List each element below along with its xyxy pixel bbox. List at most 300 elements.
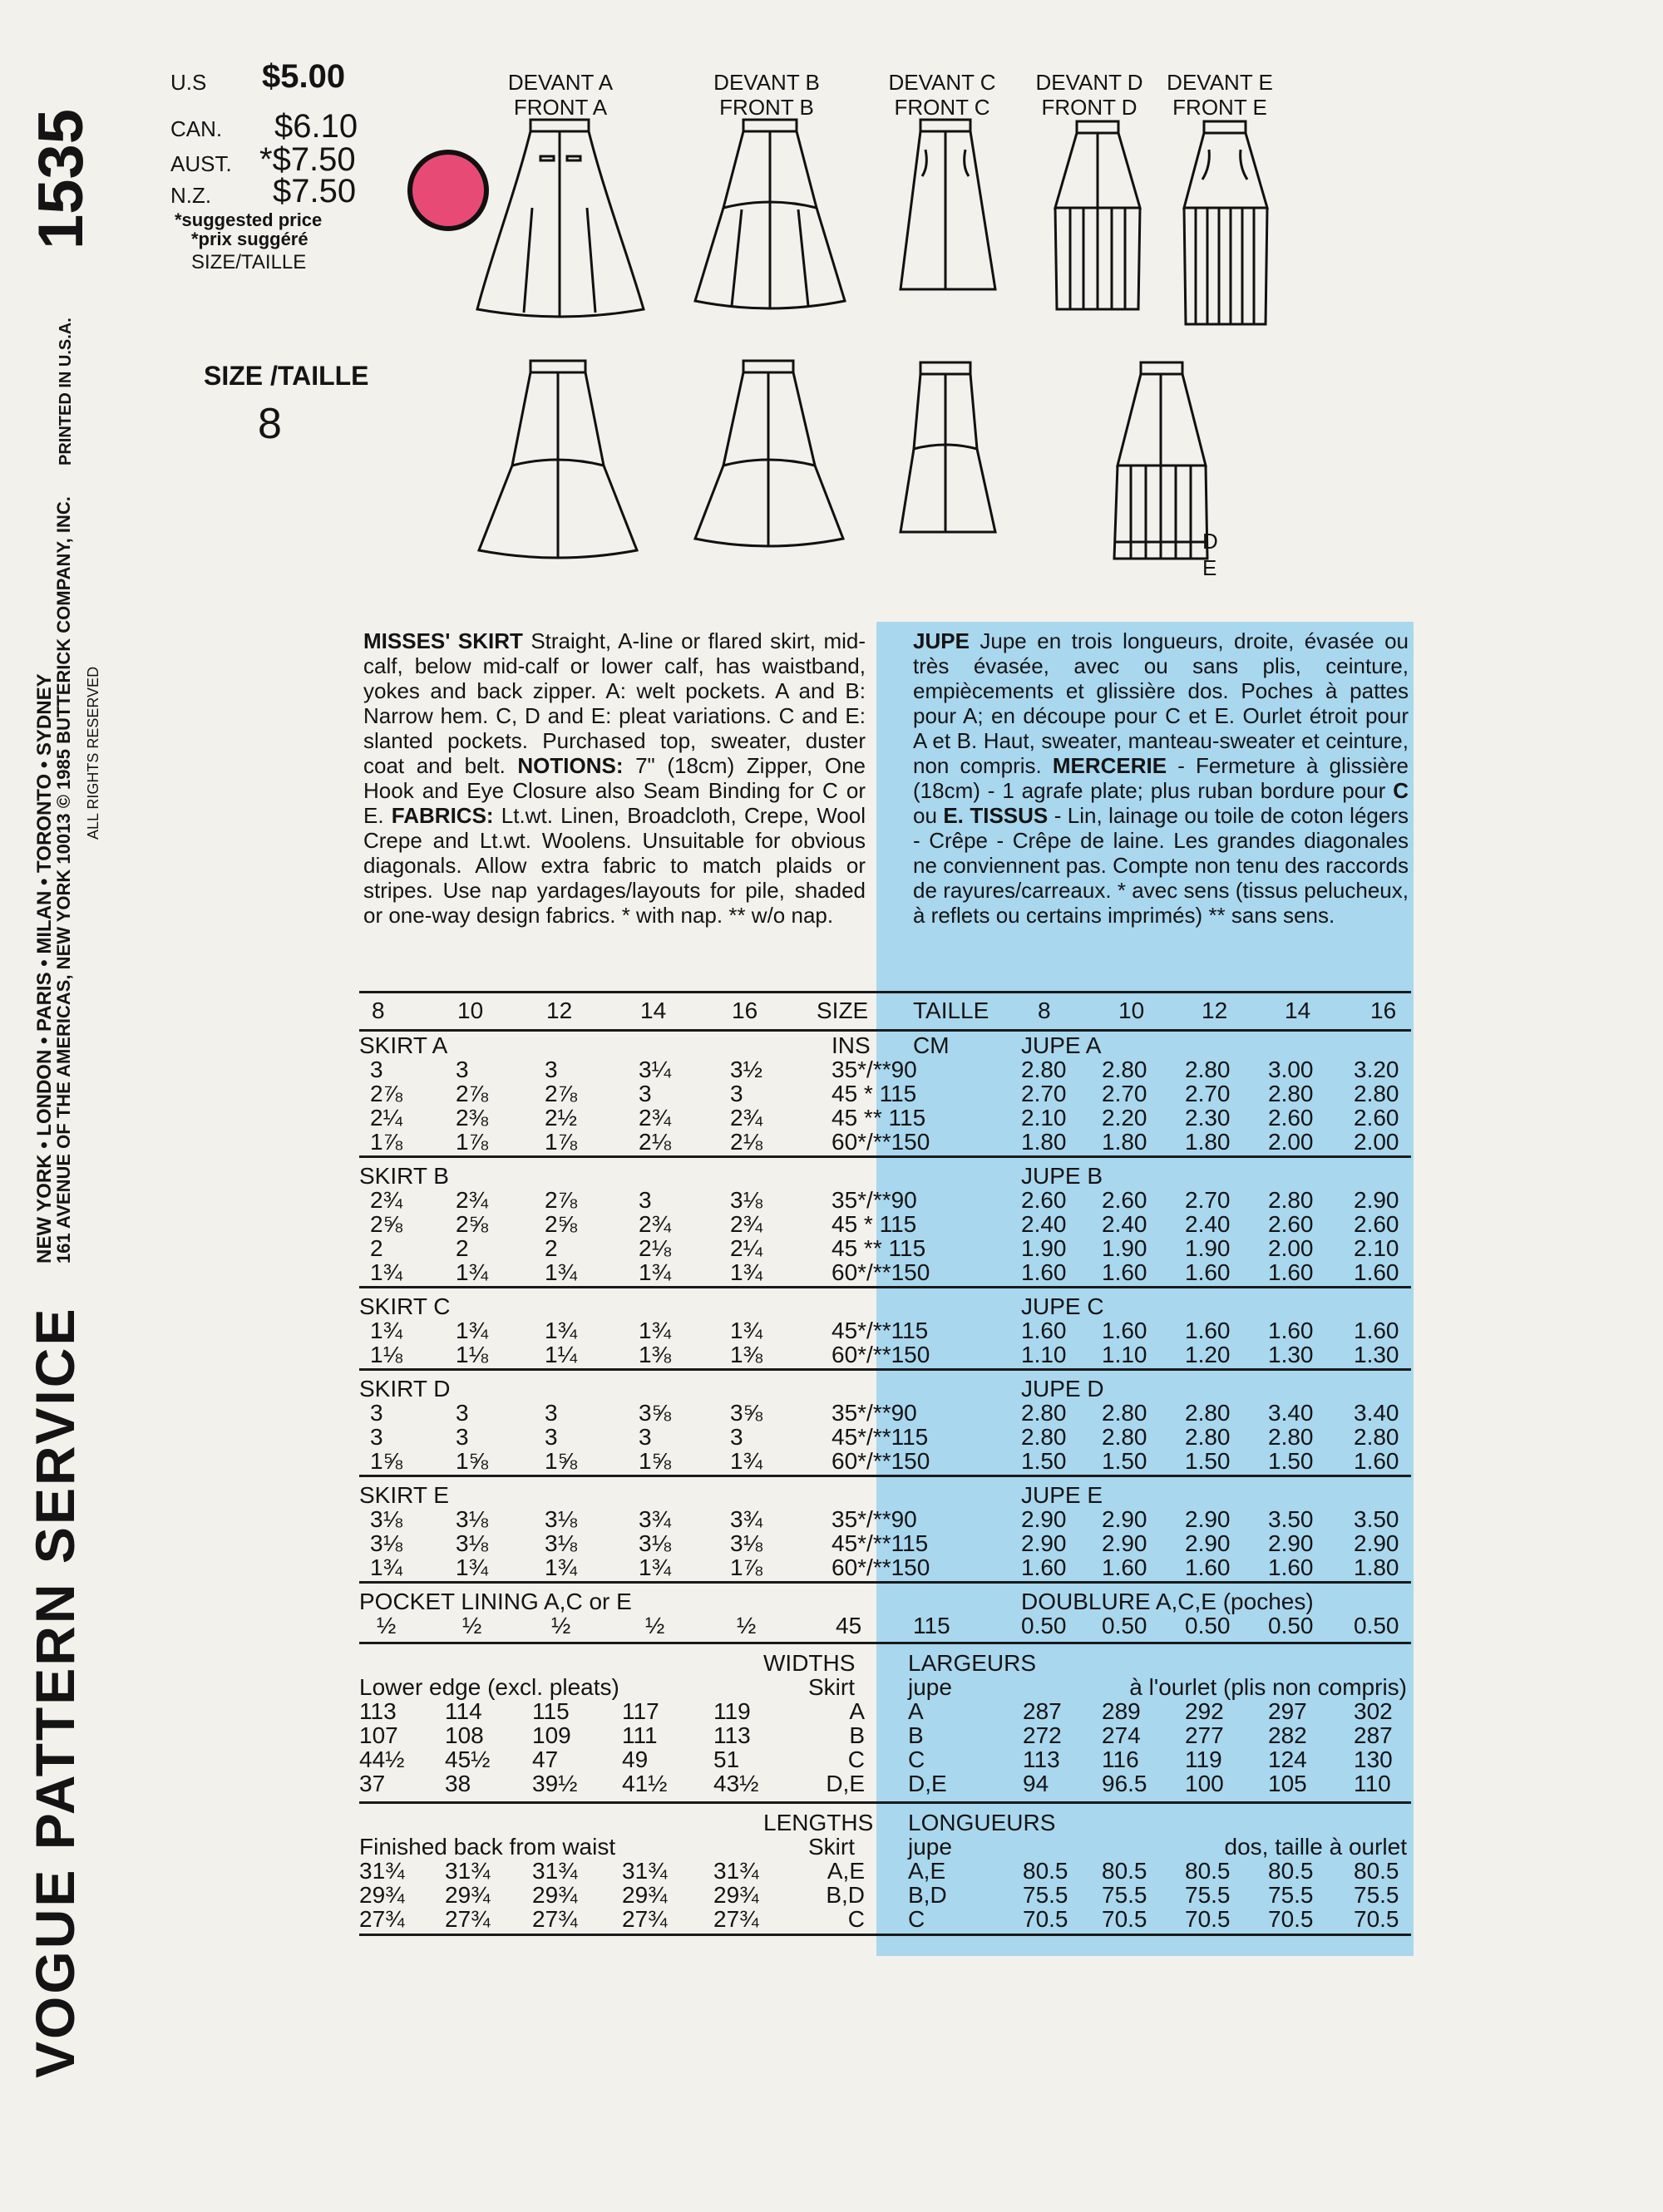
lengths-cm-cell: 80.5 [1102,1858,1147,1884]
yardage-cell: 3 [456,1400,469,1426]
view-label-b: DEVANT B FRONT B [713,70,820,120]
lengths-inch-cell: 29¾ [622,1882,668,1908]
yardage-cell: 2⅛ [639,1235,671,1261]
metric-cell: 1.60 [1268,1554,1314,1580]
back-a-sketch [474,357,649,565]
widths-cm-cell: 282 [1268,1722,1307,1748]
widths-inch-cell: 43½ [713,1771,759,1796]
table-rule [359,1155,1411,1158]
yardage-cell: 1¾ [730,1318,762,1343]
yardage-cell: 3 [639,1424,652,1450]
fabric-width: 60*/**150 [832,1129,930,1155]
lengths-title-fr: LONGUEURS [908,1810,1056,1835]
yardage-cell: ½ [737,1613,757,1638]
metric-cell: 1.50 [1185,1448,1231,1474]
metric-cell: 1.60 [1354,1318,1399,1343]
metric-cell: 2.90 [1021,1530,1067,1556]
lengths-cm-cell: 80.5 [1268,1858,1314,1884]
widths-view: A [849,1698,865,1724]
yardage-cell: 3⅛ [730,1530,762,1556]
widths-cm-cell: 119 [1185,1746,1222,1772]
lengths-cm-cell: 75.5 [1023,1882,1068,1908]
yardage-cell: 3⅛ [730,1187,762,1213]
metric-cell: 1.10 [1021,1342,1067,1367]
lengths-title: LENGTHS [763,1810,874,1835]
yardage-cell: 3⅛ [545,1506,577,1532]
yardage-cell: 1¾ [639,1259,671,1285]
metric-cell: 2.70 [1102,1081,1147,1106]
front-d-sketch [1052,116,1143,316]
yardage-cell: 1⅛ [370,1342,402,1367]
yardage-cell: 2¾ [370,1187,402,1213]
yardage-cell: 3 [639,1187,652,1213]
yardage-cell: 1⅞ [456,1129,488,1155]
jupe-label: JUPE D [1021,1376,1104,1402]
widths-cm-cell: 274 [1102,1722,1141,1748]
metric-cell: 1.60 [1185,1259,1231,1285]
metric-cell: 1.10 [1102,1342,1147,1367]
fabric-width: 60*/**150 [832,1342,930,1367]
metric-cell: 2.90 [1185,1530,1231,1556]
yardage-cell: 2¼ [370,1105,402,1131]
yardage-cell: 1¾ [730,1259,762,1285]
yardage-cell: 3⅛ [639,1530,671,1556]
fabric-width: 45 * 115 [832,1211,917,1237]
price-label: N.Z. [170,183,212,208]
pattern-number: 1535 [26,108,96,249]
widths-inch-cell: 115 [532,1698,570,1724]
jupe-label: JUPE A [1021,1032,1102,1058]
price-label: AUST. [170,151,232,176]
metric-cell: 2.90 [1354,1187,1399,1213]
price-value: $6.10 [274,108,358,145]
pocket-label: POCKET LINING A,C or E [359,1589,632,1614]
metric-cell: 1.60 [1354,1259,1399,1285]
view-label-a: DEVANT A FRONT A [507,70,614,120]
metric-cell: 0.50 [1268,1613,1314,1638]
metric-cell: 2.90 [1102,1506,1147,1532]
yardage-cell: 1¾ [456,1259,488,1285]
yardage-cell: 3 [545,1400,558,1426]
pocket-label-fr: DOUBLURE A,C,E (poches) [1021,1589,1314,1614]
metric-cell: 2.80 [1021,1424,1067,1450]
metric-cell: 2.80 [1102,1057,1147,1082]
yardage-cell: 2⅛ [730,1129,762,1155]
lengths-cm-cell: 80.5 [1185,1858,1231,1884]
lengths-cm-cell: 70.5 [1023,1906,1068,1932]
metric-cell: 2.40 [1185,1211,1231,1237]
size-header-fr: 16 [1370,998,1397,1023]
front-e-sketch [1181,116,1272,333]
metric-cell: 1.90 [1021,1235,1067,1261]
widths-cm-cell: 297 [1268,1698,1307,1724]
table-rule [359,1642,1411,1644]
yardage-cell: 3 [456,1424,469,1450]
yardage-cell: ½ [377,1613,397,1638]
widths-inch-cell: 51 [713,1746,740,1772]
widths-view: B [849,1722,865,1748]
yardage-cell: 2⅝ [545,1211,577,1237]
price-value: $7.50 [273,173,357,209]
metric-cell: 1.90 [1102,1235,1147,1261]
yardage-cell: 1¾ [639,1554,671,1580]
metric-cell: 2.90 [1268,1530,1314,1556]
yardage-cell: 1¼ [545,1342,577,1367]
widths-cm-cell: 105 [1268,1771,1307,1796]
widths-view-fr: A [908,1698,924,1724]
metric-cell: 2.80 [1185,1424,1231,1450]
widths-cm-cell: 130 [1354,1746,1393,1772]
metric-cell: 3.50 [1354,1506,1399,1532]
yardage-cell: 3⅛ [456,1506,488,1532]
price-value: *$7.50 [259,141,356,178]
widths-skirt-label: Skirt [808,1674,855,1700]
size-value: 8 [258,400,282,448]
table-rule [359,1581,1411,1584]
fabric-width: 35*/**90 [832,1187,917,1213]
metric-cell: 2.60 [1268,1211,1314,1237]
lengths-inch-cell: 31¾ [359,1858,405,1884]
metric-cell: 1.80 [1021,1129,1067,1155]
suggested-note: *suggested price [175,209,323,230]
metric-cell: 2.90 [1354,1530,1399,1556]
lengths-inch-cell: 27¾ [713,1906,759,1932]
metric-cell: 2.80 [1102,1400,1147,1426]
widths-inch-cell: 113 [713,1722,751,1748]
price-label: U.S [170,70,207,95]
metric-cell: 0.50 [1354,1613,1399,1638]
jupe-label: JUPE C [1021,1293,1104,1319]
lengths-inch-cell: 31¾ [713,1858,759,1884]
size-header-fr: 14 [1285,998,1311,1023]
back-de-sketch [1108,357,1216,574]
metric-cell: 1.60 [1021,1554,1067,1580]
metric-cell: 1.80 [1354,1554,1399,1580]
metric-cell: 2.90 [1102,1530,1147,1556]
yardage-cell: 2 [370,1235,383,1261]
yardage-cell: 1¾ [730,1448,762,1474]
yardage-cell: ½ [645,1613,665,1638]
yardage-cell: ½ [551,1613,571,1638]
yardage-cell: 2⅞ [370,1081,402,1106]
metric-cell: 1.30 [1354,1342,1399,1367]
metric-cell: 2.80 [1185,1400,1231,1426]
units-fr: CM [913,1032,950,1058]
price-value: $5.00 [262,58,346,95]
fabric-width: 60*/**150 [832,1448,930,1474]
table-rule [359,1286,1411,1288]
yardage-cell: 1⅞ [545,1129,577,1155]
front-c-sketch [894,116,1002,299]
yardage-cell: 2¾ [456,1187,488,1213]
size-header-en: 16 [732,998,758,1023]
yardage-cell: 2 [456,1235,469,1261]
table-rule [359,991,1411,993]
lengths-view-fr: A,E [908,1858,946,1884]
size-header-fr: 8 [1038,998,1051,1023]
yardage-cell: 3 [370,1400,383,1426]
metric-cell: 2.60 [1021,1187,1067,1213]
metric-cell: 1.60 [1268,1259,1314,1285]
widths-cm-cell: 277 [1185,1722,1224,1748]
lengths-inch-cell: 29¾ [359,1882,405,1908]
metric-cell: 2.60 [1102,1187,1147,1213]
size-header-en: 10 [457,998,484,1023]
lengths-view-fr: B,D [908,1882,947,1908]
fabric-width-cm: 115 [913,1613,950,1638]
metric-cell: 3.00 [1268,1057,1314,1082]
printed-in: PRINTED IN U.S.A. [57,318,75,466]
metric-cell: 1.60 [1185,1554,1231,1580]
metric-cell: 1.60 [1268,1318,1314,1343]
metric-cell: 2.40 [1102,1211,1147,1237]
yardage-cell: 1¾ [370,1259,402,1285]
yardage-cell: 1¾ [545,1554,577,1580]
metric-cell: 2.00 [1354,1129,1399,1155]
metric-cell: 2.90 [1021,1506,1067,1532]
widths-inch-cell: 45½ [445,1746,491,1772]
lengths-cm-cell: 80.5 [1023,1858,1068,1884]
metric-cell: 2.80 [1268,1187,1314,1213]
yardage-cell: 3 [370,1057,383,1082]
lengths-cm-cell: 75.5 [1354,1882,1399,1908]
price-label: CAN. [170,116,223,141]
yardage-cell: 2⅞ [545,1187,577,1213]
yardage-cell: 2⅞ [545,1081,577,1106]
lengths-subtitle-fr: dos, taille à ourlet [1224,1834,1407,1860]
widths-cm-cell: 124 [1268,1746,1307,1772]
widths-inch-cell: 117 [622,1698,659,1724]
front-b-sketch [690,116,848,316]
widths-view-fr: B [908,1722,924,1748]
metric-cell: 2.80 [1021,1400,1067,1426]
skirt-label: SKIRT D [359,1376,451,1402]
yardage-cell: 3⅛ [545,1530,577,1556]
table-rule [359,1475,1411,1477]
metric-cell: 2.10 [1354,1235,1399,1261]
fabric-width: 45 [836,1613,862,1638]
fabric-width: 60*/**150 [832,1554,930,1580]
fabric-width: 45*/**115 [832,1530,929,1556]
yardage-cell: 3⅝ [730,1400,762,1426]
skirt-label: SKIRT B [359,1163,449,1189]
lengths-view-fr: C [908,1906,925,1932]
yardage-cell: 1¾ [456,1318,488,1343]
table-rule [359,1934,1411,1936]
widths-view: D,E [826,1771,865,1796]
publisher-cities: NEW YORK • LONDON • PARIS • MILAN • TORONTO • SYDNEY [33,673,56,1264]
widths-cm-cell: 96.5 [1102,1771,1147,1796]
metric-cell: 1.60 [1354,1448,1399,1474]
widths-cm-cell: 287 [1354,1722,1393,1748]
lengths-view: C [847,1906,865,1932]
metric-cell: 0.50 [1102,1613,1147,1638]
yardage-cell: 3 [370,1424,383,1450]
fabric-width: 45 ** 115 [832,1235,926,1261]
widths-view-fr: D,E [908,1771,947,1796]
metric-cell: 1.20 [1185,1342,1231,1367]
metric-cell: 2.00 [1268,1235,1314,1261]
lengths-cm-cell: 75.5 [1185,1882,1231,1908]
yardage-cell: 2⅝ [370,1211,402,1237]
lengths-view: B,D [826,1882,865,1908]
description-en: MISSES' SKIRT Straight, A-line or flared skirt, mid-calf, below mid-calf or lower calf, has waistband, yokes and back zipper. A: welt pockets. A and B: Narrow hem. C, D and E: pleat variations. C and E: slanted pockets. Purchased top, sweater, duster coat and belt. NOTIONS: 7" (18cm) Zipper, One Hook and Eye Closure also Seam Binding for C or E. FABRICS: Lt.wt. Linen, Broadcloth, Crepe, Wool Crepe and Lt.wt. Woolens. Unsuitable for obvious diagonals. Allow extra fabric to match plaids or stripes. Use nap yardages/layouts for pile, shaded or one-way design fabrics. * with nap. ** w/o nap. [363,628,866,928]
metric-cell: 3.50 [1268,1506,1314,1532]
units-en: INS [832,1032,871,1058]
yardage-cell: 1⅜ [730,1342,762,1367]
metric-cell: 2.60 [1268,1105,1314,1131]
yardage-cell: 3 [545,1057,558,1082]
lengths-cm-cell: 75.5 [1102,1882,1147,1908]
widths-inch-cell: 114 [445,1698,482,1724]
widths-cm-cell: 272 [1023,1722,1062,1748]
yardage-cell: 1⅜ [639,1342,671,1367]
metric-cell: 2.60 [1354,1211,1399,1237]
rights-text: ALL RIGHTS RESERVED [85,666,101,840]
fabric-width: 45*/**115 [832,1424,929,1450]
widths-subtitle: Lower edge (excl. pleats) [359,1674,619,1700]
lengths-inch-cell: 27¾ [622,1906,668,1932]
widths-inch-cell: 37 [359,1771,386,1796]
metric-cell: 2.80 [1268,1081,1314,1106]
yardage-cell: 2½ [545,1105,577,1131]
publisher-address: 161 AVENUE OF THE AMERICAS, NEW YORK 10013 © 1985 BUTTERICK COMPANY, INC. [53,496,74,1264]
lengths-inch-cell: 29¾ [532,1882,578,1908]
metric-cell: 2.80 [1354,1424,1399,1450]
back-b-sketch [690,357,848,557]
front-a-sketch [474,116,649,324]
suggested-note-fr: *prix suggéré [191,229,308,249]
fabric-width: 60*/**150 [832,1259,930,1285]
yardage-cell: 1¾ [545,1259,577,1285]
widths-cm-cell: 302 [1354,1698,1393,1724]
widths-cm-cell: 292 [1185,1698,1224,1724]
yardage-cell: 3½ [730,1057,762,1082]
lengths-inch-cell: 31¾ [532,1858,578,1884]
back-label-e: E [1202,555,1217,580]
widths-cm-cell: 289 [1102,1698,1141,1724]
yardage-cell: 2⅜ [456,1105,488,1131]
lengths-view: A,E [827,1858,865,1884]
widths-inch-cell: 113 [359,1698,397,1724]
metric-cell: 1.50 [1268,1448,1314,1474]
yardage-cell: 3⅛ [370,1506,402,1532]
yardage-cell: 1⅝ [639,1448,671,1474]
lengths-inch-cell: 29¾ [445,1882,491,1908]
lengths-cm-cell: 70.5 [1268,1906,1314,1932]
table-rule [359,1029,1411,1032]
widths-inch-cell: 39½ [532,1771,578,1796]
size-heading: SIZE /TAILLE [204,361,369,391]
metric-cell: 2.00 [1268,1129,1314,1155]
description-fr: JUPE Jupe en trois longueurs, droite, évasée ou très évasée, avec ou sans plis, ceinture, empiècements et glissière dos. Poches à pattes pour A; en découpe pour C et E. Ourlet étroit pour A et B. Haut, sweater, manteau-sweater et ceinture, non compris. MERCERIE - Fermeture à glissière (18cm) - 1 agrafe plate; plus ruban bordure pour C ou E. TISSUS - Lin, lainage ou toile de coton légers - Crêpe - Crêpe de laine. Les grandes diagonales ne conviennent pas. Compte non tenu des raccords de rayures/carreaux. * avec sens (tissus pelucheux, à reflets ou certains imprimés) ** sans sens. [913,628,1409,928]
yardage-cell: 3⅝ [639,1400,671,1426]
metric-cell: 2.10 [1021,1105,1067,1131]
widths-view-fr: C [908,1746,925,1772]
metric-cell: 1.50 [1102,1448,1147,1474]
skirt-label: SKIRT C [359,1293,451,1319]
widths-inch-cell: 107 [359,1722,398,1748]
metric-cell: 2.70 [1185,1187,1231,1213]
lengths-cm-cell: 70.5 [1102,1906,1147,1932]
metric-cell: 1.80 [1102,1129,1147,1155]
yardage-cell: 2⅞ [456,1081,488,1106]
metric-cell: 1.60 [1021,1318,1067,1343]
back-label-d: D [1202,529,1218,554]
widths-title-fr: LARGEURS [908,1650,1037,1676]
yardage-cell: 3⅛ [370,1530,402,1556]
metric-cell: 2.80 [1021,1057,1067,1082]
widths-inch-cell: 108 [445,1722,484,1748]
metric-cell: 1.60 [1185,1318,1231,1343]
view-label-c: DEVANT C FRONT C [888,70,996,120]
metric-cell: 2.80 [1354,1081,1399,1106]
metric-cell: 2.70 [1021,1081,1067,1106]
widths-cm-cell: 94 [1023,1771,1049,1796]
lengths-inch-cell: 31¾ [445,1858,491,1884]
yardage-cell: 1¾ [370,1318,402,1343]
yardage-cell: 1¾ [370,1554,402,1580]
metric-cell: 2.80 [1185,1057,1231,1082]
yardage-cell: 3 [639,1081,652,1106]
yardage-cell: 1⅞ [730,1554,762,1580]
yardage-cell: 3 [730,1424,743,1450]
yardage-cell: 2⅝ [456,1211,488,1237]
size-header-en: 8 [372,998,385,1023]
yardage-cell: 2 [545,1235,558,1261]
metric-cell: 1.60 [1102,1318,1147,1343]
widths-inch-cell: 47 [532,1746,559,1772]
metric-cell: 1.60 [1021,1259,1067,1285]
yardage-cell: 3⅛ [456,1530,488,1556]
yardage-cell: 3¾ [730,1506,762,1532]
yardage-cell: 3¼ [639,1057,671,1082]
widths-cm-cell: 113 [1023,1746,1060,1772]
yardage-cell: 2¾ [730,1211,762,1237]
size-header-fr: 12 [1202,998,1228,1023]
widths-inch-cell: 38 [445,1771,471,1796]
widths-inch-cell: 44½ [359,1746,405,1772]
metric-cell: 1.60 [1102,1259,1147,1285]
lengths-cm-cell: 70.5 [1354,1906,1399,1932]
yardage-cell: 1⅞ [370,1129,402,1155]
metric-cell: 2.80 [1268,1424,1314,1450]
metric-cell: 3.40 [1354,1400,1399,1426]
fabric-width: 35*/**90 [832,1506,917,1532]
widths-inch-cell: 41½ [622,1771,668,1796]
back-c-sketch [894,357,1002,540]
widths-title: WIDTHS [763,1650,856,1676]
metric-cell: 2.80 [1102,1424,1147,1450]
lengths-cm-cell: 80.5 [1354,1858,1399,1884]
metric-cell: 2.20 [1102,1105,1147,1131]
yardage-cell: ½ [462,1613,482,1638]
metric-cell: 0.50 [1021,1613,1067,1638]
yardage-cell: 2¾ [639,1105,671,1131]
yardage-cell: 1⅛ [456,1342,488,1367]
widths-jupe-label: jupe [908,1674,952,1700]
metric-cell: 1.30 [1268,1342,1314,1367]
jupe-label: JUPE E [1021,1482,1103,1508]
lengths-jupe-label: jupe [908,1834,952,1860]
widths-inch-cell: 111 [622,1722,658,1748]
fabric-width: 35*/**90 [832,1400,917,1426]
metric-cell: 1.80 [1185,1129,1231,1155]
lengths-inch-cell: 31¾ [622,1858,668,1884]
lengths-inch-cell: 27¾ [359,1906,405,1932]
view-label-e: DEVANT E FRONT E [1167,70,1273,120]
fabric-width: 45*/**115 [832,1318,929,1343]
